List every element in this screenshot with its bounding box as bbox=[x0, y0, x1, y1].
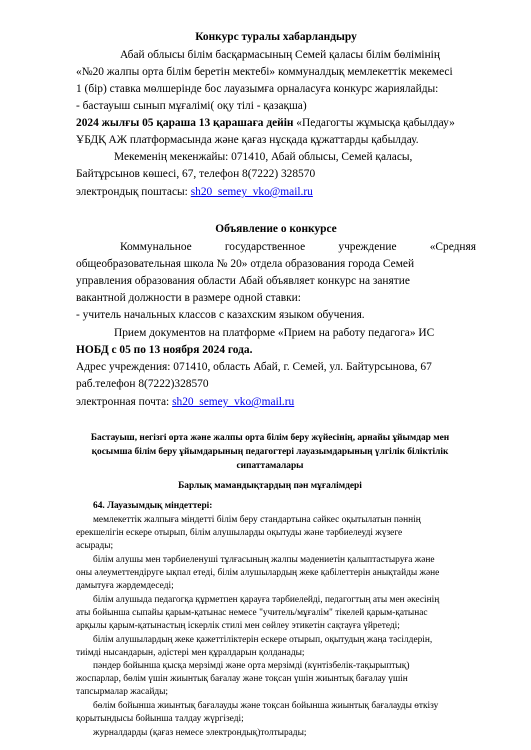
kz-platform-line: ҰБДҚ АЖ платформасында және қағаз нұсқада құжаттарды қабылдау. bbox=[76, 134, 419, 146]
kz-dates-bold: 2024 жылғы 05 қараша 13 қарашаға дейін bbox=[76, 117, 294, 129]
std-duty-line: білім алушыда педагогқа құрметпен қарауға тәрбиелейді, педагогтың аты мен әкесінің bbox=[93, 595, 440, 605]
std-heading-line: қосымша білім беру ұйымдарының педагогтері лауазымдарының үлгілік біліктілік bbox=[91, 447, 449, 457]
ru-phone-line: раб.телефон 8(7222)328570 bbox=[76, 378, 209, 390]
ru-title: Объявление о конкурсе bbox=[215, 223, 337, 235]
std-duty-line: жоспарлар, бөлім үшін жиынтық бағалау және тоқсан үшін жиынтық бағалау үшін bbox=[76, 674, 408, 684]
kz-email-link[interactable]: sh20_semey_vko@mail.ru bbox=[190, 186, 313, 198]
std-duty-line: асырады; bbox=[76, 541, 114, 551]
std-heading-line: Бастауыш, негізгі орта және жалпы орта білім беру жүйесінің, арнайы ұйымдар мен bbox=[90, 433, 450, 443]
std-duty-line: аты бойынша сыпайы қарым-қатынас немесе "учитель/мұғалім" тікелей қарым-қатынас bbox=[76, 608, 428, 618]
std-duty-line: білім алушы мен тәрбиеленуші тұлғасының жалпы мәдениетін қалыптастыруға және bbox=[93, 555, 435, 565]
kz-email-label: электрондық поштасы: bbox=[76, 186, 191, 198]
std-duty-line: бөлім бойынша жиынтық бағалауды және тоқсан бойынша жиынтық бағалауды өткізу bbox=[93, 701, 439, 711]
std-duty-line: дамытуға жәрдемдеседі; bbox=[76, 581, 174, 591]
ru-justified-line: Коммунальное государственное учреждение «Средняя bbox=[120, 241, 476, 253]
ru-paragraph-line: управления образования области Абай объявляет конкурс на занятие bbox=[76, 275, 410, 287]
std-duty-line: тапсырмалар жасайды; bbox=[76, 687, 169, 697]
std-heading-line: сипаттамалары bbox=[236, 461, 304, 471]
kz-address-line: Байтұрсынов көшесі, 67, телефон 8(7222) 328570 bbox=[76, 168, 316, 180]
ru-docs-line: Прием документов на платформе «Прием на работу педагога» ИС bbox=[114, 327, 435, 339]
std-duty-line: тиімді нысандарын, әдістері мен құралдарын қолданады; bbox=[76, 648, 305, 658]
std-duty-line: білім алушылардың жеке қажеттіліктерін ескере отырып, оқытудың жаңа тәсілдерін, bbox=[93, 635, 433, 645]
std-duty-line: оны әлеуметтендіруге ықпал етеді, білім алушылардың жеке қабілеттерін анықтайды және bbox=[76, 568, 440, 578]
kz-paragraph-line: 1 (бір) ставка мөлшерінде бос лауазымға орналасуға конкурс жариялайды: bbox=[76, 83, 439, 95]
kz-address-line: Мекеменің мекенжайы: 071410, Абай облысы, Семей қаласы, bbox=[114, 151, 413, 163]
ru-docs-dates: НОБД с 05 по 13 ноября 2024 года. bbox=[76, 344, 253, 356]
std-duty-line: пәндер бойынша қысқа мерзімді және орта мерзімді (күнтізбелік-тақырыптық) bbox=[93, 661, 410, 671]
kz-dates-line bbox=[76, 115, 476, 132]
kz-paragraph-line: «№20 жалпы орта білім беретін мектебі» коммуналдық мемлекеттік мекемесі bbox=[76, 66, 453, 78]
ru-paragraph-line: - учитель начальных классов с казахским языком обучения. bbox=[76, 309, 365, 321]
kz-paragraph-line: - бастауыш сынып мұғалімі( оқу тілі - қазақша) bbox=[76, 100, 307, 112]
std-duty-line: қорытындысы бойынша талдау жүргізеді; bbox=[76, 714, 244, 724]
std-section-title: 64. Лауазымдық міндеттері: bbox=[93, 501, 213, 511]
kz-dates-rest: «Педагогты жұмысқа қабылдау» bbox=[293, 117, 455, 129]
std-duty-line: мемлекеттік жалпыға міндетті білім беру стандартына сәйкес оқытылатын пәннің bbox=[93, 515, 421, 525]
ru-email-label: электронная почта: bbox=[76, 396, 173, 408]
ru-email-line bbox=[76, 394, 476, 411]
ru-paragraph-line: общеобразовательная школа № 20» отдела образования города Семей bbox=[76, 258, 415, 270]
std-duty-line: арқылы қарым-қатынастың іскерлік стилі мен сөйлеу этикетін сақтауға үйретеді; bbox=[76, 621, 400, 631]
std-duty-line: ерекшелігін ескере отырып, білім алушыларды оқытуды және тәрбиелеуді жүзеге bbox=[76, 528, 403, 538]
ru-address-line: Адрес учреждения: 071410, область Абай, г. Семей, ул. Байтурсынова, 67 bbox=[76, 361, 432, 373]
kz-paragraph-line: Абай облысы білім басқармасының Семей қаласы білім бөлімінің bbox=[120, 49, 440, 61]
kz-email-line bbox=[76, 184, 476, 201]
ru-email-link[interactable]: sh20_semey_vko@mail.ru bbox=[172, 396, 295, 408]
kz-title: Конкурс туралы хабарландыру bbox=[195, 31, 357, 43]
std-subheading: Барлық мамандықтардың пән мұғалімдері bbox=[178, 481, 362, 491]
std-duty-line: журналдарды (қағаз немесе электрондық)толтырады; bbox=[93, 728, 307, 738]
ru-paragraph-line: вакантной должности в размере одной ставки: bbox=[76, 292, 301, 304]
